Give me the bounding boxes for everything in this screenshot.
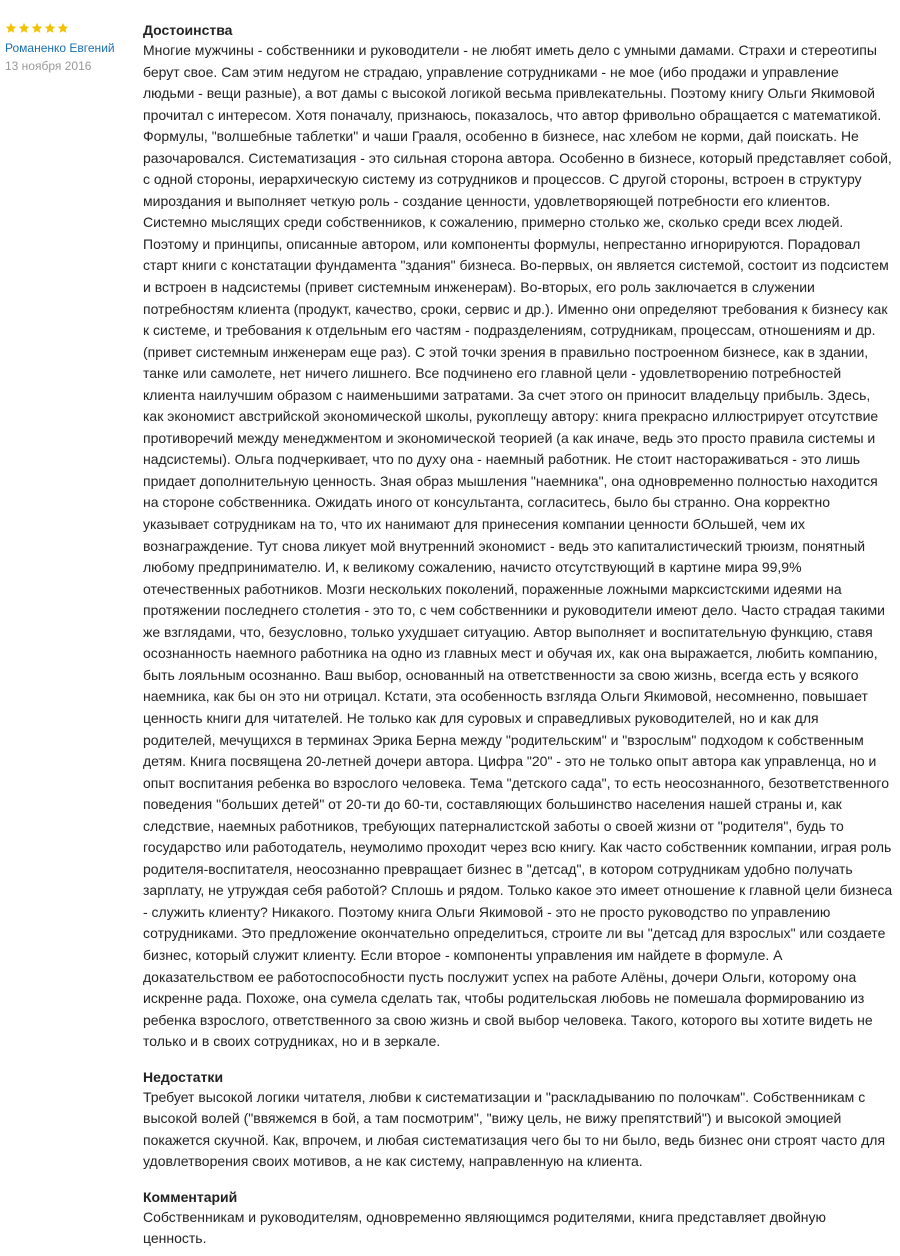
star-icon (31, 22, 43, 34)
comment-title: Комментарий (143, 1188, 238, 1205)
star-icon (44, 22, 56, 34)
pros-title: Достоинства (143, 22, 233, 38)
cons-text: Требует высокой логики читателя, любви к систематизации и "раскладыванию по полочкам". Собственникам с высокой волей ("ввяжемся в бой, а там посмотрим", "вижу цель, не вижу препятствий") и высокой эмоцией покажется скучной. Как, впрочем, и любая систематизация чего бы то ни было, ведь бизнес они строят часто для удовлетворения своих мотивов, а не как систему, направленную на клиента. (143, 1088, 886, 1170)
pros-text: Многие мужчины - собственники и руководители - не любят иметь дело с умными дамами. Страхи и стереотипы берут свое. Сам этим недугом не страдаю, управление сотрудниками - не мое (ибо продажи и управление людьми - вещи разные), а вот дамы с высокой логикой весьма привлекательны. Поэтому книгу Ольги Якимовой прочитал с интересом. Хотя поначалу, признаюсь, показалось, что автор фривольно обращается с математикой. Формулы, "волшебные таблетки" и чаши Грааля, особенно в бизнесе, нас хлебом не корми, дай поискать. Не разочаровался. Систематизация - это сильная сторона автора. Особенно в бизнесе, который представляет собой, с одной стороны, иерархическую систему из сотрудников и процессов. С другой стороны, встроен в структуру мироздания и выполняет четкую роль - создание ценности, удовлетворяющей потребности его клиентов. Системно мыслящих среди собственников, к сожалению, примерно столько же, сколько среди всех людей. Поэтому и принципы, описанные автором, или компоненты формулы, непрестанно игнорируются. Порадовал старт книги с констатации фундамента "здания" бизнеса. Во-первых, он является системой, состоит из подсистем и встроен в надсистемы (привет системным инженерам). Во-вторых, его роль заключается в служении потребностям клиента (продукт, качество, сроки, сервис и др.). Именно они определяют требования к бизнесу как к системе, и требования к отдельным его частям - подразделениям, сотрудникам, процессам, отношениям и др. (привет системным инженерам еще раз). С этой точки зрения в правильно построенном бизнесе, как в здании, танке или самолете, нет ничего лишнего. Все подчинено его главной цели - удовлетворению потребностей клиента наилучшим образом с наименьшими затратами. За счет этого он приносит владельцу прибыль. Здесь, как экономист австрийской экономической школы, рукоплещу автору: книга прекрасно иллюстрирует отсутствие противоречий между менеджментом и экономической теорией (а как иначе, ведь это просто правила системы и надсистемы). Ольга подчеркивает, что по духу она - наемный работник. Не стоит настораживаться - это лишь придает дополнительную ценность. Зная образ мышления "наемника", она одновременно полностью находится на стороне собственника. Ожидать иного от консультанта, согласитесь, было бы странно. Она корректно указывает сотрудникам на то, что их нанимают для принесения компании ценности бОльшей, чем их вознаграждение. Тут снова ликует мой внутренний экономист - ведь это капиталистический трюизм, понятный любому предпринимателю. И, к великому сожалению, начисто отсутствующий в картине мира 99,9% отечественных работников. Мозги нескольких поколений, пораженные ложными марксистскими идеями на протяжении последнего столетия - это то, с чем собственники и руководители имеют дело. Часто страдая такими же взглядами, что, безусловно, только ухудшает ситуацию. Автор выполняет и воспитательную функцию, ставя осознанность наемного работника на одно из главных мест и обучая их, как она выражается, любить компанию, быть лояльным осознанно. Ваш выбор, основанный на ответственности за свою жизнь, всегда есть у всякого наемника, как бы он это ни отрицал. Кстати, эта особенность взгляда Ольги Якимовой, несомненно, повышает ценность книги для читателей. Не только как для суровых и справедливых руководителей, но и как для родителей, мечущихся в терминах Эрика Берна между "родительским" и "взрослым" подходом к собственным детям. Книга посвящена 20-летней дочери автора. Цифра "20" - это не только опыт автора как управленца, но и опыт воспитания ребенка во взрослого человека. Тема "детского сада", то есть неосознанного, безответственного поведения "больших детей" от 20-ти до 60-ти, составляющих большинство населения нашей страны и, как следствие, наемных работников, требующих патерналистской заботы о своей жизни от "родителя", будь то государство или работодатель, неумолимо проходит через всю книгу. Как часто собственник компании, играя роль родителя-воспитателя, неосознанно превращает бизнес в "детсад", в котором сотрудникам удобно получать зарплату, не утруждая себя работой? Сплошь и рядом. Только какое это имеет отношение к главной цели бизнеса - служить клиенту? Никакого. Поэтому книга Ольги Якимовой - это не просто руководство по управлению сотрудниками. Это предложение окончательно определиться, строите ли вы "детсад для взрослых" или создаете бизнес, который служит клиенту. Если второе - компоненты управления им найдете в формуле. А доказательством ее работоспособности пусть послужит успех на работе Алёны, дочери Ольги, которому она искренне рада. Похоже, она сумела сделать так, чтобы родительская любовь не помешала формированию из ребенка взрослого, ответственного за свою жизнь и свой выбор человека. Такого, которого вы хотите видеть не только и в своих сотрудниках, но и в зеркале. (143, 42, 893, 1050)
cons-section (143, 1067, 893, 1173)
comment-section (143, 1187, 893, 1250)
star-icon (5, 22, 17, 34)
review-date: 13 ноября 2016 (5, 59, 92, 73)
rating-stars (5, 20, 135, 36)
pros-section (143, 20, 893, 1053)
review-content (143, 20, 893, 1256)
comment-text: Собственникам и руководителям, одновременно являющимся родителями, книга представляет двойную ценность. (143, 1208, 827, 1247)
cons-title: Недостатки (143, 1068, 224, 1085)
author-link[interactable]: Романенко Евгений (5, 41, 115, 55)
review-meta (5, 20, 135, 73)
star-icon (57, 22, 69, 34)
star-icon (18, 22, 30, 34)
